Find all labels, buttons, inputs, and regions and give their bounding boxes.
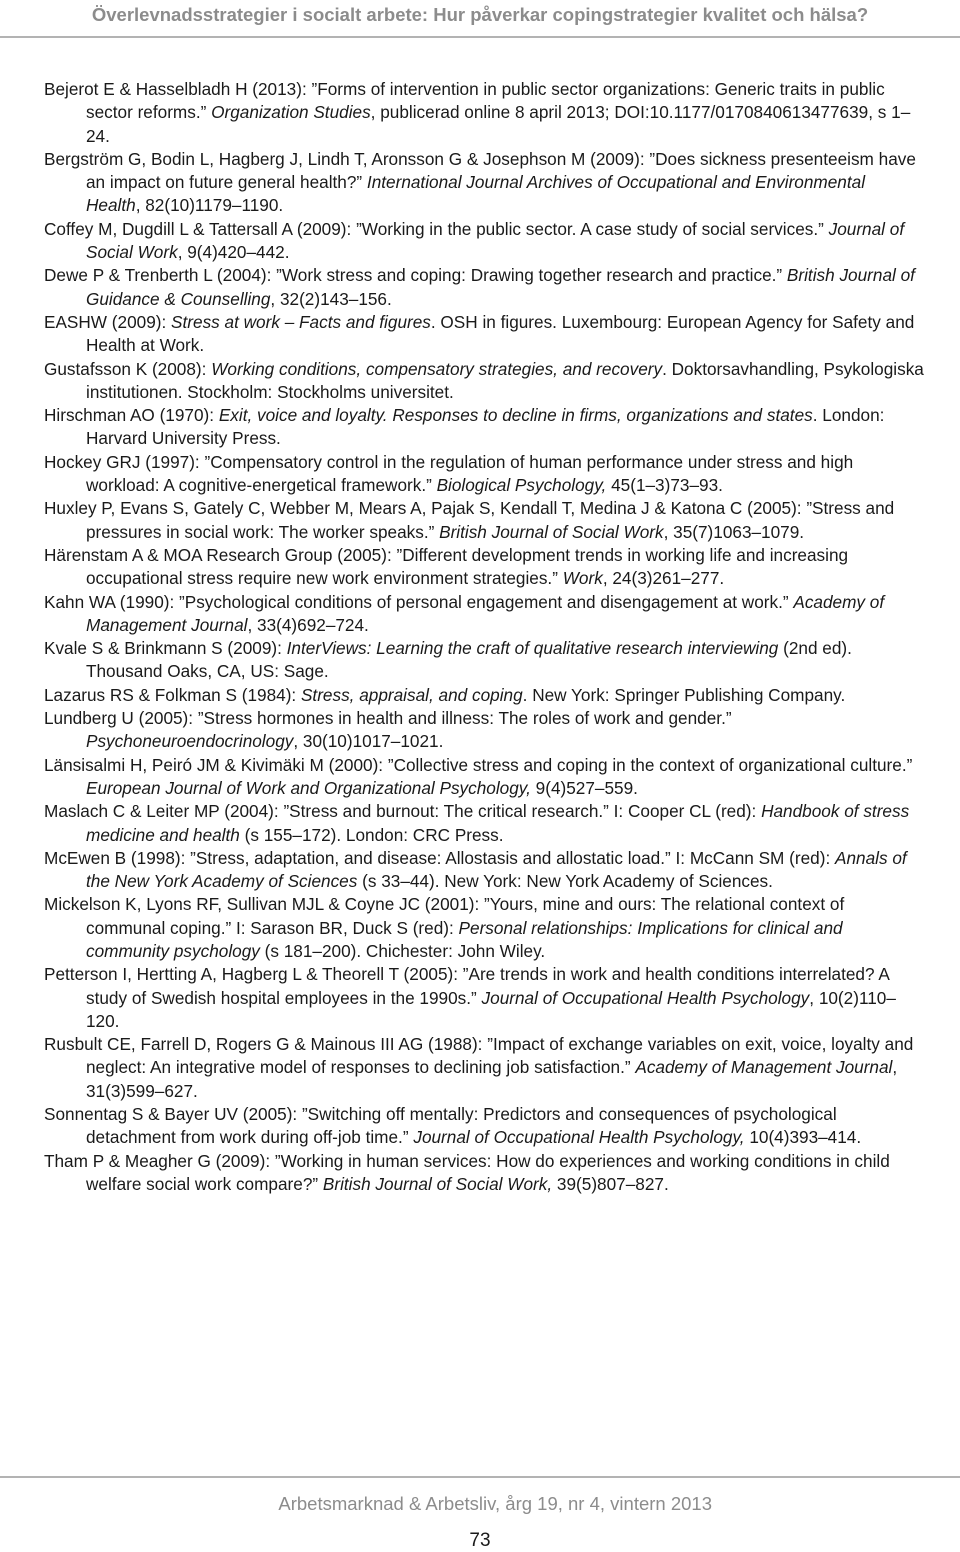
footer-journal-info: Arbetsmarknad & Arbetsliv, årg 19, nr 4, vintern 2013 xyxy=(278,1493,712,1514)
page-number: 73 xyxy=(469,1530,491,1551)
reference-title-italic: Psychoneuroendocrinology xyxy=(86,731,294,752)
footer-rule xyxy=(0,1476,960,1478)
reference-text: Tham P & Meagher G (2009): ”Working in human services: How do experiences and working conditions in child welfare social work compare?” xyxy=(44,1150,890,1194)
reference-title-italic: Work xyxy=(562,568,603,589)
reference-title-italic: International Journal Archives of Occupational and Environmental Health xyxy=(86,172,866,216)
reference-title-italic: Working conditions, compensatory strategies, and recovery xyxy=(211,358,663,379)
reference-title-italic: InterViews: Learning the craft of qualitative research interviewing xyxy=(286,638,779,659)
reference-text: , 9(4)420–442. xyxy=(177,242,290,263)
reference-title-italic: Organization Studies xyxy=(211,102,371,123)
reference-text: Rusbult CE, Farrell D, Rogers G & Mainous III AG (1988): ”Impact of exchange variables on exit, voice, loyalty and neglect: An integrative model of responses to declining job satisfaction.” xyxy=(44,1034,914,1078)
reference-title-italic: British Journal of Social Work xyxy=(439,521,664,542)
reference-text: Kahn WA (1990): ”Psychological conditions of personal engagement and disengagement at work.” xyxy=(44,591,794,612)
running-header: Överlevnadsstrategier i socialt arbete: Hur påverkar copingstrategier kvalitet och hälsa? xyxy=(91,4,869,25)
reference-entry xyxy=(44,1033,924,1103)
reference-text: Sonnentag S & Bayer UV (2005): ”Switching off mentally: Predictors and consequences of psychological detachment from work during off-job time.” xyxy=(44,1104,837,1148)
reference-text: Petterson I, Hertting A, Hagberg L & Theorell T (2005): ”Are trends in work and health conditions interrelated? A study of Swedish hospital employees in the 1990s.” xyxy=(44,964,889,1008)
reference-title-italic: British Journal of Social Work, xyxy=(322,1173,553,1194)
reference-text: . London: Harvard University Press. xyxy=(86,405,885,449)
reference-text: Dewe P & Trenberth L (2004): ”Work stress and coping: Drawing together research and practice.” xyxy=(44,265,787,286)
reference-entry xyxy=(44,78,924,148)
reference-entry xyxy=(44,754,924,801)
reference-text: Hockey GRJ (1997): ”Compensatory control in the regulation of human performance under stress and high workload: A cognitive-energetical framework.” xyxy=(44,451,854,496)
reference-title-italic: Academy of Management Journal xyxy=(635,1057,893,1078)
reference-title-italic: European Journal of Work and Organizational Psychology, xyxy=(86,777,531,798)
reference-title-italic: Academy of Management Journal xyxy=(86,591,885,635)
reference-title-italic: Handbook of stress medicine and health xyxy=(86,801,910,845)
reference-text: , 35(7)1063–1079. xyxy=(663,521,805,542)
reference-title-italic: Stress, appraisal, and coping xyxy=(300,684,523,705)
reference-text: , 24(3)261–277. xyxy=(602,568,725,589)
reference-text: (2nd ed). Thousand Oaks, CA, US: Sage. xyxy=(86,638,852,682)
reference-text: Kvale S & Brinkmann S (2009): xyxy=(44,638,287,659)
reference-text: , 33(4)692–724. xyxy=(247,614,369,635)
reference-text: Hirschman AO (1970): xyxy=(44,405,219,426)
reference-entry xyxy=(44,963,924,1033)
reference-text: . OSH in figures. Luxembourg: European Agency for Safety and Health at Work. xyxy=(86,311,915,356)
reference-text: 45(1–3)73–93. xyxy=(606,475,723,496)
reference-text: 9(4)527–559. xyxy=(530,777,638,798)
reference-entry xyxy=(44,148,924,218)
reference-text: Bergström G, Bodin L, Hagberg J, Lindh T, Aronsson G & Josephson M (2009): ”Does sickness presenteeism have an impact on future general health?” xyxy=(44,148,916,193)
reference-text: Lundberg U (2005): ”Stress hormones in health and illness: The roles of work and gender.” xyxy=(44,708,732,729)
reference-entry xyxy=(44,591,924,638)
reference-text: Gustafsson K (2008): xyxy=(44,358,212,379)
reference-title-italic: Journal of Occupational Health Psychology xyxy=(481,987,810,1008)
reference-title-italic: Personal relationships: Implications for clinical and community psychology xyxy=(86,917,843,961)
reference-entry xyxy=(44,847,924,894)
reference-list xyxy=(44,78,924,1196)
reference-entry xyxy=(44,893,924,963)
reference-text: , 31(3)599–627. xyxy=(86,1057,898,1101)
reference-text: Mickelson K, Lyons RF, Sullivan MJL & Coyne JC (2001): ”Yours, mine and ours: The relational context of communal coping.” I: Sarason BR, Duck S (red): xyxy=(44,894,845,938)
reference-text: , 32(2)143–156. xyxy=(270,288,392,309)
reference-title-italic: Biological Psychology, xyxy=(436,475,607,496)
reference-entry xyxy=(44,637,924,684)
reference-text: (s 181–200). Chichester: John Wiley. xyxy=(259,940,546,961)
reference-entry xyxy=(44,311,924,358)
reference-title-italic: Exit, voice and loyalty. Responses to decline in firms, organizations and states xyxy=(218,405,813,426)
reference-title-italic: Stress at work – Facts and figures xyxy=(171,311,431,332)
reference-text: McEwen B (1998): ”Stress, adaptation, and disease: Allostasis and allostatic load.” I: McCann SM (red): xyxy=(44,847,835,868)
reference-text: , 82(10)1179–1190. xyxy=(135,195,284,216)
reference-text: . Doktorsavhandling, Psykologiska institutionen. Stockholm: Stockholms universitet. xyxy=(86,358,924,402)
reference-text: , publicerad online 8 april 2013; DOI:10.1177/0170840613477639, s 1–24. xyxy=(86,102,911,146)
reference-text: Lazarus RS & Folkman S (1984): xyxy=(44,684,301,705)
reference-entry xyxy=(44,707,924,754)
reference-entry xyxy=(44,218,924,265)
reference-entry xyxy=(44,684,924,707)
reference-entry xyxy=(44,800,924,847)
reference-title-italic: British Journal of Guidance & Counselling xyxy=(86,265,915,309)
reference-entry xyxy=(44,451,924,498)
reference-text: Bejerot E & Hasselbladh H (2013): ”Forms of intervention in public sector organizations: Generic traits in public sector reforms.” xyxy=(44,79,885,123)
reference-entry xyxy=(44,544,924,591)
reference-text: . New York: Springer Publishing Company. xyxy=(522,684,846,705)
header-rule xyxy=(0,36,960,38)
reference-entry xyxy=(44,497,924,544)
reference-text: 10(4)393–414. xyxy=(744,1127,862,1148)
reference-text: , 30(10)1017–1021. xyxy=(293,731,444,752)
reference-title-italic: Journal of Occupational Health Psychology, xyxy=(413,1127,745,1148)
reference-text: Härenstam A & MOA Research Group (2005): ”Different development trends in working life and increasing occupational stress require new work environment strategies.” xyxy=(44,544,849,589)
reference-text: (s 155–172). London: CRC Press. xyxy=(239,824,504,845)
reference-entry xyxy=(44,1150,924,1197)
reference-text: Coffey M, Dugdill L & Tattersall A (2009): ”Working in the public sector. A case study of social services.” xyxy=(44,218,829,239)
reference-text: Maslach C & Leiter MP (2004): ”Stress and burnout: The critical research.” I: Cooper CL (red): xyxy=(44,801,762,822)
reference-text: EASHW (2009): xyxy=(44,311,172,332)
reference-title-italic: Annals of the New York Academy of Sciences xyxy=(86,847,907,892)
reference-text: Huxley P, Evans S, Gately C, Webber M, Mears A, Pajak S, Kendall T, Medina J & Katona C (2005): ”Stress and pressures in social work: The worker speaks.” xyxy=(44,498,895,542)
reference-text: Länsisalmi H, Peiró JM & Kivimäki M (2000): ”Collective stress and coping in the context of organizational culture.” xyxy=(44,754,913,775)
reference-text: (s 33–44). New York: New York Academy of Sciences. xyxy=(357,871,773,892)
reference-text: , 10(2)110–120. xyxy=(86,987,896,1031)
reference-entry xyxy=(44,404,924,451)
reference-title-italic: Journal of Social Work xyxy=(86,218,905,263)
reference-text: 39(5)807–827. xyxy=(552,1173,669,1194)
reference-entry xyxy=(44,264,924,311)
reference-entry xyxy=(44,358,924,405)
reference-entry xyxy=(44,1103,924,1150)
